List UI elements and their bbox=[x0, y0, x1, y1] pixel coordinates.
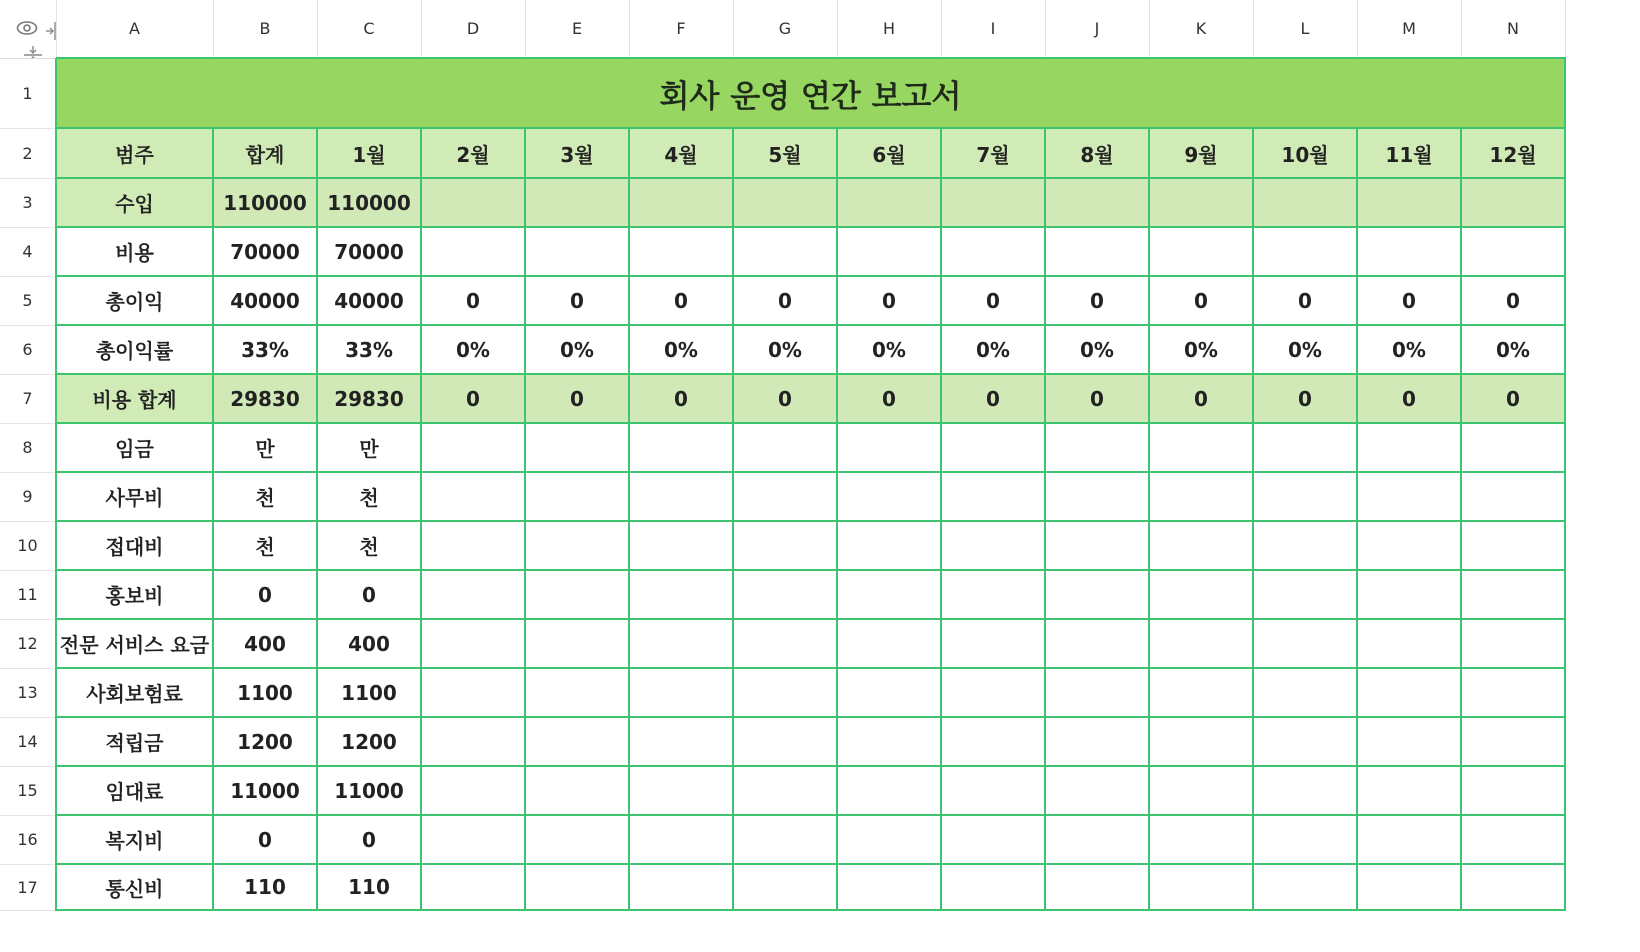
category-cell[interactable]: 접대비 bbox=[56, 521, 213, 570]
sheet-row bbox=[0, 178, 1565, 227]
data-cell[interactable] bbox=[1357, 864, 1461, 910]
data-cell[interactable] bbox=[629, 178, 733, 227]
collapse-columns-icon[interactable] bbox=[44, 20, 56, 42]
sheet-row bbox=[0, 227, 1565, 276]
data-cell[interactable] bbox=[1149, 766, 1253, 815]
data-cell[interactable]: 29830 bbox=[213, 374, 317, 423]
header-cell[interactable]: 12월 bbox=[1461, 128, 1565, 178]
data-cell[interactable] bbox=[525, 766, 629, 815]
data-cell[interactable]: 천 bbox=[317, 521, 421, 570]
row-header-2[interactable]: 2 bbox=[0, 128, 56, 178]
data-cell[interactable] bbox=[421, 766, 525, 815]
data-cell[interactable]: 0% bbox=[1045, 325, 1149, 374]
column-header-i[interactable]: I bbox=[941, 0, 1045, 58]
data-cell[interactable] bbox=[733, 178, 837, 227]
data-cell[interactable] bbox=[1149, 864, 1253, 910]
data-cell[interactable] bbox=[525, 423, 629, 472]
sheet-row bbox=[0, 325, 1565, 374]
data-cell[interactable]: 11000 bbox=[317, 766, 421, 815]
data-cell[interactable] bbox=[1253, 472, 1357, 521]
data-cell[interactable]: 0 bbox=[525, 276, 629, 325]
data-cell[interactable]: 29830 bbox=[317, 374, 421, 423]
data-cell[interactable] bbox=[1357, 423, 1461, 472]
sheet-row bbox=[0, 276, 1565, 325]
data-cell[interactable]: 0 bbox=[421, 276, 525, 325]
data-cell[interactable] bbox=[941, 178, 1045, 227]
data-cell[interactable] bbox=[1045, 521, 1149, 570]
data-cell[interactable]: 0 bbox=[733, 374, 837, 423]
data-cell[interactable] bbox=[1149, 227, 1253, 276]
header-cell[interactable]: 합계 bbox=[213, 128, 317, 178]
data-cell[interactable]: 0 bbox=[421, 374, 525, 423]
column-header-c[interactable]: C bbox=[317, 0, 421, 58]
data-cell[interactable] bbox=[1253, 864, 1357, 910]
data-cell[interactable] bbox=[1357, 766, 1461, 815]
data-cell[interactable] bbox=[1461, 521, 1565, 570]
sheet-row bbox=[0, 619, 1565, 668]
data-cell[interactable] bbox=[629, 570, 733, 619]
header-cell[interactable]: 10월 bbox=[1253, 128, 1357, 178]
data-cell[interactable] bbox=[629, 227, 733, 276]
column-header-b[interactable]: B bbox=[213, 0, 317, 58]
data-cell[interactable]: 0 bbox=[1461, 374, 1565, 423]
data-cell[interactable] bbox=[837, 472, 941, 521]
data-cell[interactable]: 1200 bbox=[213, 717, 317, 766]
column-header-h[interactable]: H bbox=[837, 0, 941, 58]
data-cell[interactable] bbox=[1045, 227, 1149, 276]
row-header-5[interactable]: 5 bbox=[0, 276, 56, 325]
eye-icon[interactable] bbox=[16, 20, 38, 36]
data-cell[interactable] bbox=[1045, 619, 1149, 668]
sheet-row bbox=[0, 374, 1565, 423]
sheet-row bbox=[0, 815, 1565, 864]
category-cell[interactable]: 통신비 bbox=[56, 864, 213, 910]
row-header-4[interactable]: 4 bbox=[0, 227, 56, 276]
column-header-e[interactable]: E bbox=[525, 0, 629, 58]
data-cell[interactable]: 0 bbox=[629, 374, 733, 423]
column-header-d[interactable]: D bbox=[421, 0, 525, 58]
category-cell[interactable]: 전문 서비스 요금 bbox=[56, 619, 213, 668]
data-cell[interactable]: 0 bbox=[1357, 276, 1461, 325]
row-header-6[interactable]: 6 bbox=[0, 325, 56, 374]
data-cell[interactable] bbox=[837, 864, 941, 910]
data-cell[interactable] bbox=[837, 178, 941, 227]
data-cell[interactable] bbox=[941, 815, 1045, 864]
data-cell[interactable] bbox=[941, 521, 1045, 570]
data-cell[interactable]: 400 bbox=[213, 619, 317, 668]
row-header-15[interactable]: 15 bbox=[0, 766, 56, 815]
data-cell[interactable] bbox=[525, 178, 629, 227]
data-cell[interactable] bbox=[837, 227, 941, 276]
data-cell[interactable] bbox=[837, 570, 941, 619]
data-cell[interactable] bbox=[629, 423, 733, 472]
data-cell[interactable] bbox=[941, 619, 1045, 668]
data-cell[interactable] bbox=[837, 766, 941, 815]
data-cell[interactable]: 만 bbox=[213, 423, 317, 472]
data-cell[interactable] bbox=[941, 864, 1045, 910]
data-cell[interactable] bbox=[525, 668, 629, 717]
data-cell[interactable] bbox=[525, 619, 629, 668]
sheet-row bbox=[0, 128, 1565, 178]
data-cell[interactable]: 0% bbox=[1253, 325, 1357, 374]
row-header-1[interactable]: 1 bbox=[0, 58, 56, 128]
data-cell[interactable] bbox=[1461, 423, 1565, 472]
data-cell[interactable] bbox=[421, 815, 525, 864]
data-cell[interactable] bbox=[421, 472, 525, 521]
data-cell[interactable]: 1200 bbox=[317, 717, 421, 766]
column-header-n[interactable]: N bbox=[1461, 0, 1565, 58]
data-cell[interactable] bbox=[1357, 619, 1461, 668]
data-cell[interactable] bbox=[837, 668, 941, 717]
sheet-row bbox=[0, 668, 1565, 717]
row-header-13[interactable]: 13 bbox=[0, 668, 56, 717]
category-cell[interactable]: 수입 bbox=[56, 178, 213, 227]
data-cell[interactable]: 0 bbox=[941, 374, 1045, 423]
data-cell[interactable] bbox=[525, 521, 629, 570]
data-cell[interactable] bbox=[525, 472, 629, 521]
data-cell[interactable] bbox=[1357, 815, 1461, 864]
data-cell[interactable]: 만 bbox=[317, 423, 421, 472]
data-cell[interactable]: 0 bbox=[1149, 276, 1253, 325]
sheet-row bbox=[0, 472, 1565, 521]
data-cell[interactable]: 40000 bbox=[213, 276, 317, 325]
row-header-16[interactable]: 16 bbox=[0, 815, 56, 864]
data-cell[interactable]: 0% bbox=[1461, 325, 1565, 374]
data-cell[interactable]: 0 bbox=[837, 276, 941, 325]
data-cell[interactable] bbox=[1253, 717, 1357, 766]
category-cell[interactable]: 총이익률 bbox=[56, 325, 213, 374]
data-cell[interactable] bbox=[629, 472, 733, 521]
data-cell[interactable] bbox=[1461, 619, 1565, 668]
data-cell[interactable] bbox=[1461, 472, 1565, 521]
data-cell[interactable]: 1100 bbox=[317, 668, 421, 717]
column-header-k[interactable]: K bbox=[1149, 0, 1253, 58]
data-cell[interactable] bbox=[1357, 668, 1461, 717]
category-cell[interactable]: 복지비 bbox=[56, 815, 213, 864]
row-header-3[interactable]: 3 bbox=[0, 178, 56, 227]
data-cell[interactable] bbox=[1461, 570, 1565, 619]
data-cell[interactable]: 0% bbox=[1357, 325, 1461, 374]
sheet-row bbox=[0, 717, 1565, 766]
header-cell[interactable]: 9월 bbox=[1149, 128, 1253, 178]
data-cell[interactable]: 0% bbox=[421, 325, 525, 374]
data-cell[interactable] bbox=[1045, 717, 1149, 766]
data-cell[interactable]: 40000 bbox=[317, 276, 421, 325]
header-cell[interactable]: 범주 bbox=[56, 128, 213, 178]
category-cell[interactable]: 사회보험료 bbox=[56, 668, 213, 717]
data-cell[interactable]: 0 bbox=[941, 276, 1045, 325]
row-header-10[interactable]: 10 bbox=[0, 521, 56, 570]
data-cell[interactable] bbox=[629, 815, 733, 864]
data-cell[interactable] bbox=[421, 227, 525, 276]
data-cell[interactable] bbox=[629, 717, 733, 766]
data-cell[interactable]: 0 bbox=[525, 374, 629, 423]
sheet-row bbox=[0, 570, 1565, 619]
data-cell[interactable]: 33% bbox=[317, 325, 421, 374]
row-header-7[interactable]: 7 bbox=[0, 374, 56, 423]
sheet-row bbox=[0, 423, 1565, 472]
data-cell[interactable] bbox=[1045, 178, 1149, 227]
data-cell[interactable] bbox=[941, 227, 1045, 276]
header-cell[interactable]: 7월 bbox=[941, 128, 1045, 178]
data-cell[interactable] bbox=[629, 864, 733, 910]
data-cell[interactable]: 0 bbox=[1253, 276, 1357, 325]
column-header-f[interactable]: F bbox=[629, 0, 733, 58]
data-cell[interactable]: 0% bbox=[837, 325, 941, 374]
data-cell[interactable] bbox=[1357, 178, 1461, 227]
data-cell[interactable] bbox=[1149, 815, 1253, 864]
column-header-m[interactable]: M bbox=[1357, 0, 1461, 58]
data-cell[interactable]: 0 bbox=[837, 374, 941, 423]
data-cell[interactable]: 110000 bbox=[213, 178, 317, 227]
data-cell[interactable] bbox=[421, 521, 525, 570]
category-cell[interactable]: 임금 bbox=[56, 423, 213, 472]
data-cell[interactable]: 1100 bbox=[213, 668, 317, 717]
report-title-cell[interactable]: 회사 운영 연간 보고서 bbox=[56, 58, 1565, 128]
collapse-rows-icon[interactable] bbox=[22, 44, 44, 58]
category-cell[interactable]: 사무비 bbox=[56, 472, 213, 521]
data-cell[interactable] bbox=[1045, 815, 1149, 864]
data-cell[interactable] bbox=[837, 619, 941, 668]
data-cell[interactable] bbox=[1045, 668, 1149, 717]
data-cell[interactable] bbox=[733, 472, 837, 521]
data-cell[interactable] bbox=[629, 766, 733, 815]
data-cell[interactable] bbox=[837, 717, 941, 766]
data-cell[interactable]: 0 bbox=[629, 276, 733, 325]
data-cell[interactable] bbox=[525, 815, 629, 864]
data-cell[interactable] bbox=[733, 570, 837, 619]
data-cell[interactable]: 110 bbox=[213, 864, 317, 910]
data-cell[interactable] bbox=[421, 864, 525, 910]
data-cell[interactable]: 0 bbox=[213, 815, 317, 864]
data-cell[interactable] bbox=[525, 570, 629, 619]
data-cell[interactable] bbox=[733, 521, 837, 570]
data-cell[interactable]: 0% bbox=[733, 325, 837, 374]
data-cell[interactable] bbox=[525, 864, 629, 910]
header-cell[interactable]: 6월 bbox=[837, 128, 941, 178]
category-cell[interactable]: 총이익 bbox=[56, 276, 213, 325]
header-cell[interactable]: 8월 bbox=[1045, 128, 1149, 178]
data-cell[interactable] bbox=[941, 570, 1045, 619]
data-cell[interactable]: 천 bbox=[213, 521, 317, 570]
sheet-row bbox=[0, 864, 1565, 910]
header-cell[interactable]: 11월 bbox=[1357, 128, 1461, 178]
data-cell[interactable]: 11000 bbox=[213, 766, 317, 815]
category-cell[interactable]: 홍보비 bbox=[56, 570, 213, 619]
data-cell[interactable] bbox=[733, 423, 837, 472]
data-cell[interactable] bbox=[1253, 815, 1357, 864]
data-cell[interactable] bbox=[1045, 423, 1149, 472]
row-header-14[interactable]: 14 bbox=[0, 717, 56, 766]
data-cell[interactable]: 0 bbox=[1253, 374, 1357, 423]
data-cell[interactable] bbox=[941, 668, 1045, 717]
data-cell[interactable]: 33% bbox=[213, 325, 317, 374]
sheet-row bbox=[0, 58, 1565, 128]
data-cell[interactable] bbox=[629, 521, 733, 570]
data-cell[interactable]: 400 bbox=[317, 619, 421, 668]
data-cell[interactable] bbox=[1045, 864, 1149, 910]
data-cell[interactable]: 0 bbox=[1045, 374, 1149, 423]
data-cell[interactable] bbox=[421, 619, 525, 668]
data-cell[interactable]: 110000 bbox=[317, 178, 421, 227]
data-cell[interactable]: 70000 bbox=[213, 227, 317, 276]
header-cell[interactable]: 4월 bbox=[629, 128, 733, 178]
data-cell[interactable] bbox=[1253, 227, 1357, 276]
data-cell[interactable] bbox=[421, 570, 525, 619]
data-cell[interactable]: 110 bbox=[317, 864, 421, 910]
data-cell[interactable] bbox=[525, 717, 629, 766]
header-cell[interactable]: 1월 bbox=[317, 128, 421, 178]
data-cell[interactable]: 0 bbox=[1149, 374, 1253, 423]
category-cell[interactable]: 비용 bbox=[56, 227, 213, 276]
data-cell[interactable] bbox=[1149, 423, 1253, 472]
data-cell[interactable] bbox=[1149, 570, 1253, 619]
sheet-body bbox=[0, 58, 1565, 910]
row-header-17[interactable]: 17 bbox=[0, 864, 56, 910]
row-header-9[interactable]: 9 bbox=[0, 472, 56, 521]
data-cell[interactable] bbox=[733, 864, 837, 910]
data-cell[interactable] bbox=[1357, 227, 1461, 276]
data-cell[interactable] bbox=[629, 619, 733, 668]
data-cell[interactable] bbox=[733, 227, 837, 276]
category-cell[interactable]: 적립금 bbox=[56, 717, 213, 766]
data-cell[interactable] bbox=[1357, 472, 1461, 521]
column-header-row bbox=[0, 0, 1565, 58]
category-cell[interactable]: 비용 합계 bbox=[56, 374, 213, 423]
data-cell[interactable] bbox=[1149, 521, 1253, 570]
data-cell[interactable] bbox=[421, 423, 525, 472]
header-cell[interactable]: 2월 bbox=[421, 128, 525, 178]
data-cell[interactable] bbox=[837, 521, 941, 570]
data-cell[interactable] bbox=[941, 472, 1045, 521]
data-cell[interactable] bbox=[1149, 717, 1253, 766]
data-cell[interactable] bbox=[837, 423, 941, 472]
data-cell[interactable]: 0% bbox=[1149, 325, 1253, 374]
data-cell[interactable] bbox=[1045, 766, 1149, 815]
data-cell[interactable] bbox=[1149, 619, 1253, 668]
data-cell[interactable] bbox=[1461, 864, 1565, 910]
data-cell[interactable] bbox=[1253, 766, 1357, 815]
column-header-l[interactable]: L bbox=[1253, 0, 1357, 58]
data-cell[interactable] bbox=[733, 766, 837, 815]
data-cell[interactable] bbox=[1461, 717, 1565, 766]
data-cell[interactable]: 0 bbox=[213, 570, 317, 619]
data-cell[interactable] bbox=[1357, 521, 1461, 570]
data-cell[interactable] bbox=[525, 227, 629, 276]
data-cell[interactable] bbox=[1253, 570, 1357, 619]
column-header-g[interactable]: G bbox=[733, 0, 837, 58]
data-cell[interactable]: 0 bbox=[1045, 276, 1149, 325]
data-cell[interactable] bbox=[941, 766, 1045, 815]
header-cell[interactable]: 5월 bbox=[733, 128, 837, 178]
sheet-row bbox=[0, 766, 1565, 815]
data-cell[interactable] bbox=[1045, 472, 1149, 521]
row-header-8[interactable]: 8 bbox=[0, 423, 56, 472]
data-cell[interactable] bbox=[733, 815, 837, 864]
data-cell[interactable] bbox=[837, 815, 941, 864]
data-cell[interactable] bbox=[1461, 668, 1565, 717]
data-cell[interactable] bbox=[733, 668, 837, 717]
data-cell[interactable]: 0% bbox=[629, 325, 733, 374]
sheet-row bbox=[0, 521, 1565, 570]
data-cell[interactable] bbox=[421, 668, 525, 717]
data-cell[interactable] bbox=[1461, 815, 1565, 864]
data-cell[interactable] bbox=[941, 717, 1045, 766]
select-all-corner[interactable] bbox=[0, 0, 56, 58]
data-cell[interactable] bbox=[941, 423, 1045, 472]
data-cell[interactable] bbox=[421, 717, 525, 766]
data-cell[interactable] bbox=[1149, 668, 1253, 717]
category-cell[interactable]: 임대료 bbox=[56, 766, 213, 815]
data-cell[interactable] bbox=[1461, 766, 1565, 815]
data-cell[interactable] bbox=[1461, 178, 1565, 227]
row-header-12[interactable]: 12 bbox=[0, 619, 56, 668]
data-cell[interactable] bbox=[1357, 570, 1461, 619]
column-header-j[interactable]: J bbox=[1045, 0, 1149, 58]
data-cell[interactable]: 70000 bbox=[317, 227, 421, 276]
data-cell[interactable] bbox=[1149, 472, 1253, 521]
data-cell[interactable]: 0 bbox=[317, 815, 421, 864]
data-cell[interactable] bbox=[1253, 423, 1357, 472]
row-header-11[interactable]: 11 bbox=[0, 570, 56, 619]
data-cell[interactable]: 천 bbox=[213, 472, 317, 521]
data-cell[interactable]: 0 bbox=[317, 570, 421, 619]
data-cell[interactable] bbox=[1149, 178, 1253, 227]
data-cell[interactable] bbox=[1253, 619, 1357, 668]
data-cell[interactable] bbox=[629, 668, 733, 717]
data-cell[interactable]: 천 bbox=[317, 472, 421, 521]
data-cell[interactable] bbox=[1357, 717, 1461, 766]
data-cell[interactable]: 0% bbox=[941, 325, 1045, 374]
data-cell[interactable]: 0 bbox=[1461, 276, 1565, 325]
data-cell[interactable]: 0 bbox=[733, 276, 837, 325]
data-cell[interactable]: 0 bbox=[1357, 374, 1461, 423]
data-cell[interactable] bbox=[733, 717, 837, 766]
data-cell[interactable] bbox=[1253, 178, 1357, 227]
data-cell[interactable] bbox=[733, 619, 837, 668]
data-cell[interactable] bbox=[1461, 227, 1565, 276]
data-cell[interactable] bbox=[1045, 570, 1149, 619]
data-cell[interactable] bbox=[421, 178, 525, 227]
data-cell[interactable] bbox=[1253, 521, 1357, 570]
header-cell[interactable]: 3월 bbox=[525, 128, 629, 178]
data-cell[interactable] bbox=[1253, 668, 1357, 717]
column-header-a[interactable]: A bbox=[56, 0, 213, 58]
data-cell[interactable]: 0% bbox=[525, 325, 629, 374]
